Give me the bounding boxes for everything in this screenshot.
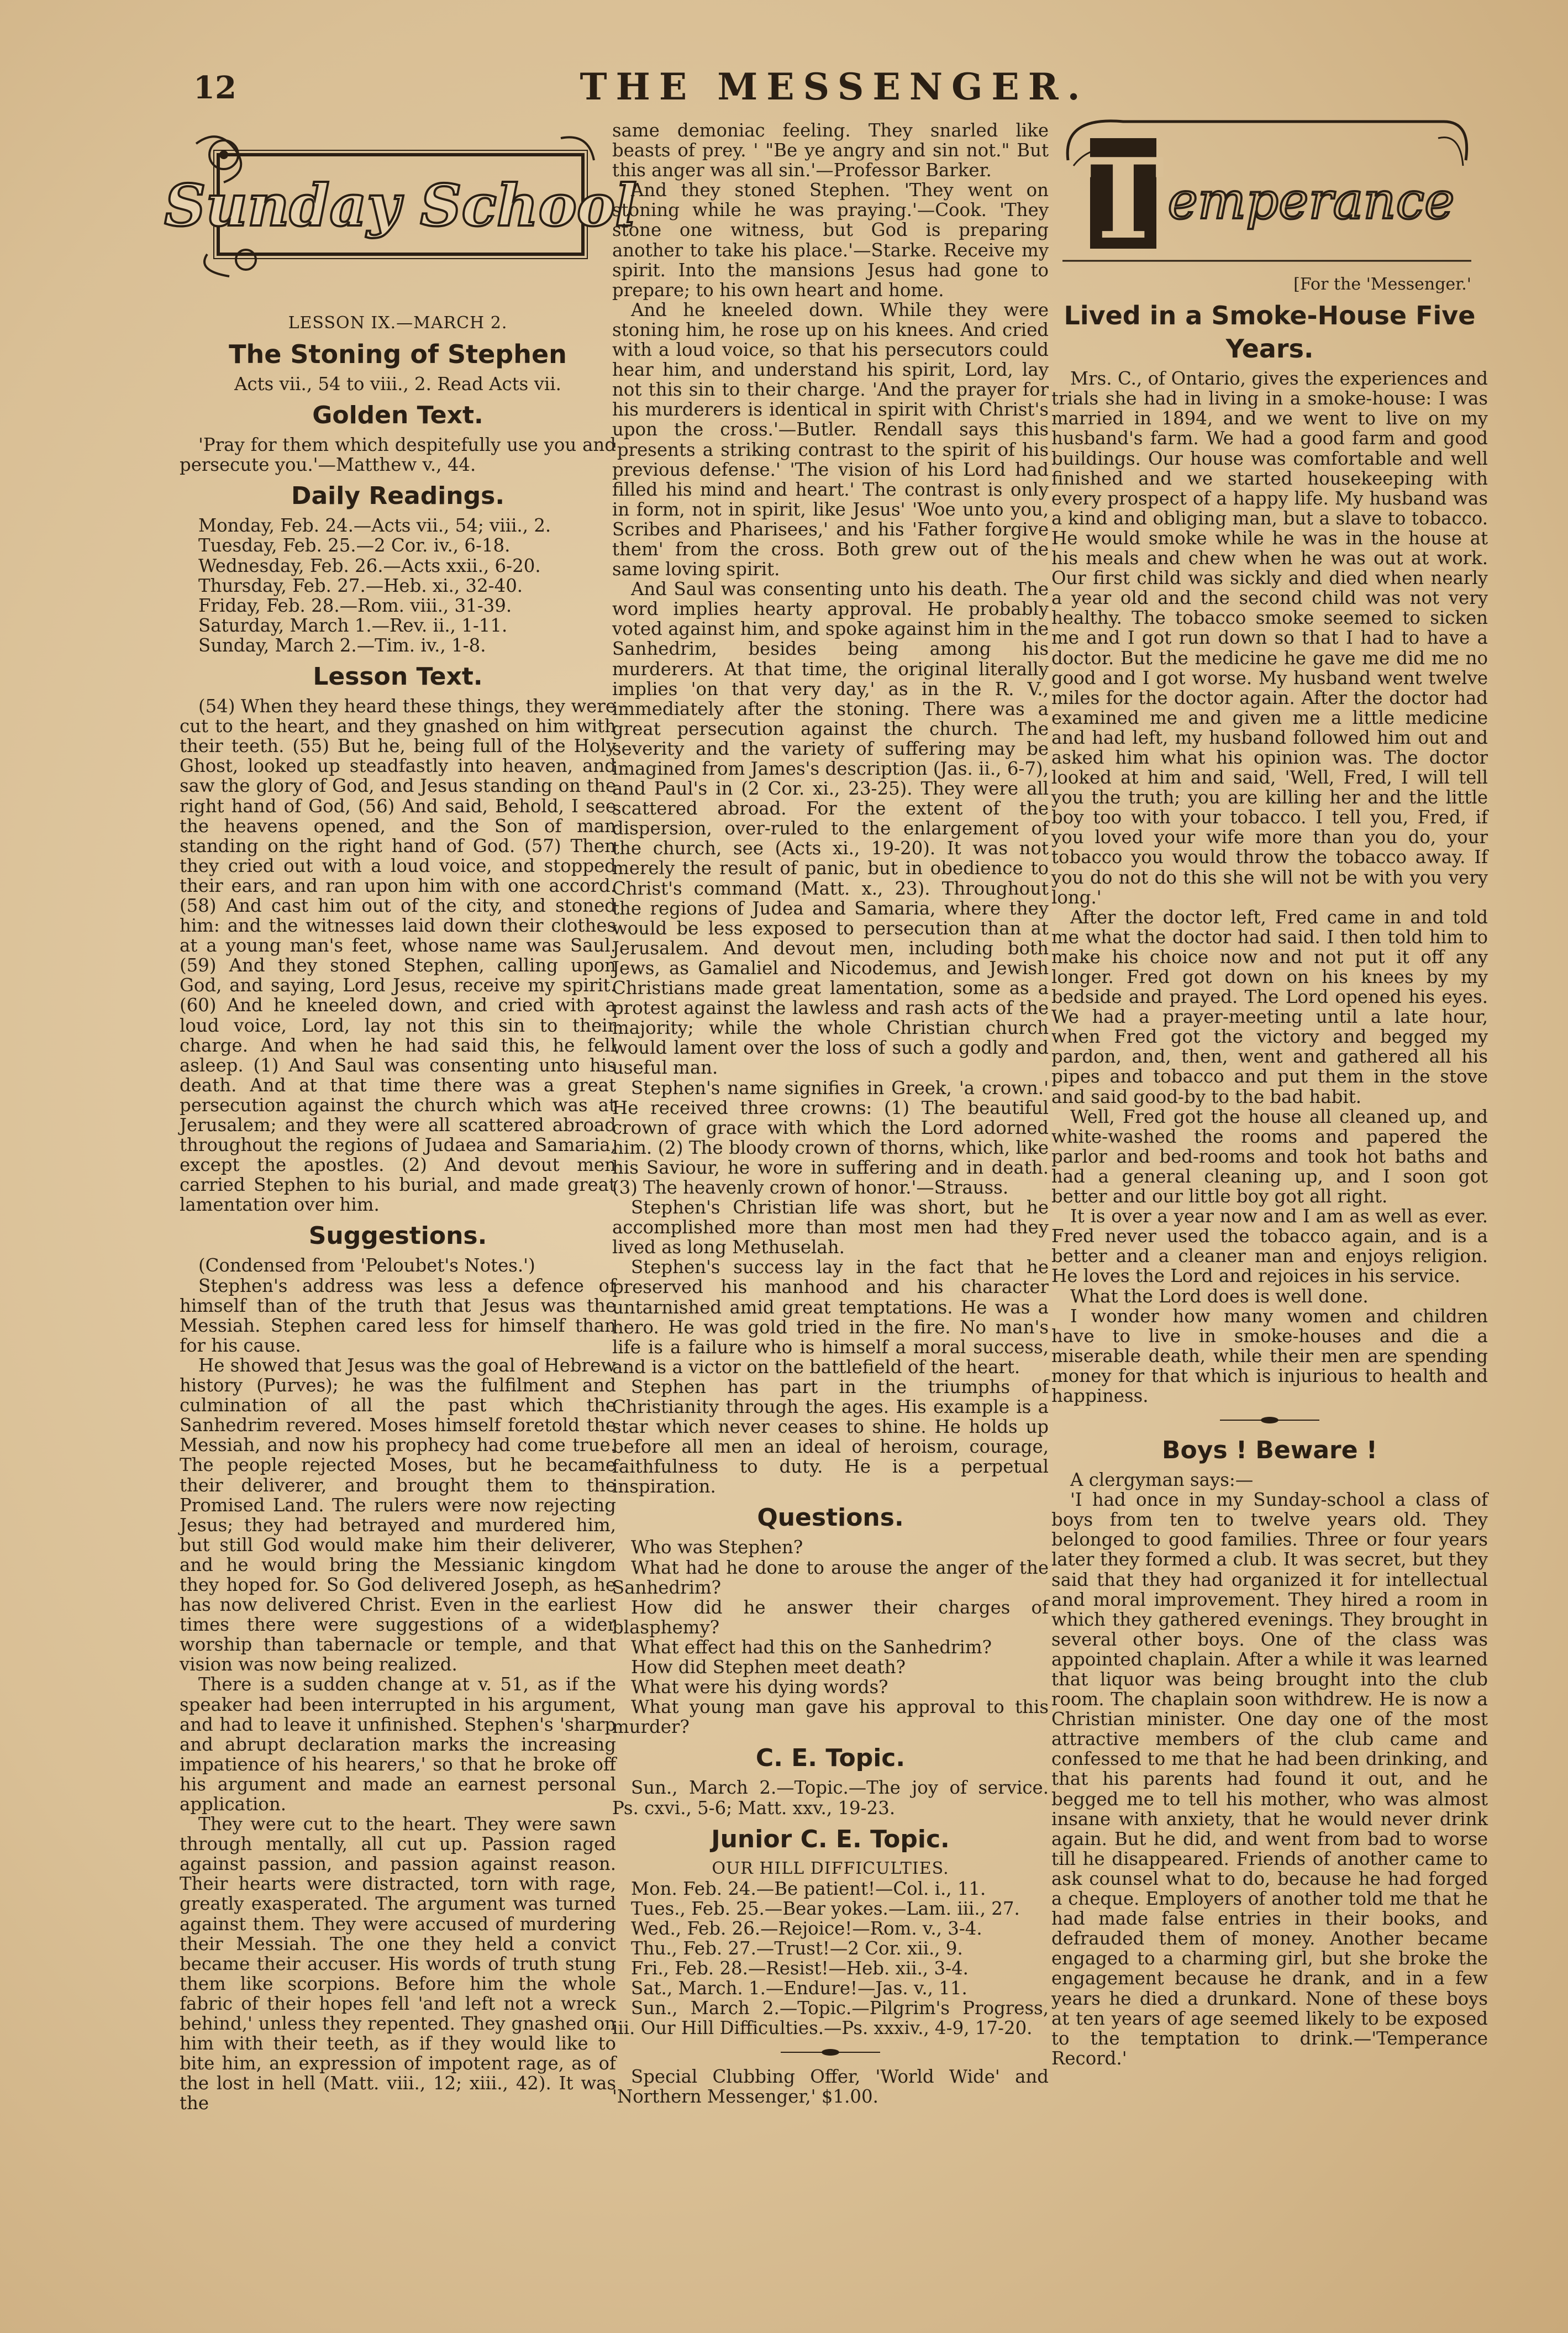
question-item: How did he answer their charges of blasphemy? [612,1596,1049,1638]
junior-ce-item: Mon. Feb. 24.—Be patient!—Col. i., 11. [631,1878,986,1899]
question-item: What effect had this on the Sanhedrim? [631,1636,992,1658]
story-paragraph: What the Lord does is well done. [1070,1285,1369,1307]
junior-ce-heading: Junior C. E. Topic. [711,1825,950,1853]
story-paragraph: After the doctor left, Fred came in and told me what the doctor had said. I then told him to make his choice now and not put it off any longer. Fred got down on his knees by my bedside and prayed. The Lord opened his eyes. We had a prayer-meeting until a late hour, when Fred got the victory and begged my pardon, and, then, went and gathered all his pipes and tobacco and put them in the stove and said good-by to the bad habit. [1051,906,1488,1107]
reading-item: Friday, Feb. 28.—Rom. viii., 31-39. [198,595,512,616]
story-paragraph: I wonder how many women and children have to live in smoke-houses and die a miserable death, while their men are spending money for that which is injurious to health and happiness. [1051,1305,1488,1406]
svg-text:T: T [1082,134,1165,264]
ornament-divider [775,2046,886,2059]
sunday-school-banner [164,122,637,287]
text-paragraph: Stephen has part in the triumphs of Christianity through the ages. His example is a star which never ceases to shine. He holds up before all men an ideal of heroism, courage, faithfulness to duty. He is a perpetual inspiration. [612,1376,1049,1497]
lesson-reference: Acts vii., 54 to viii., 2. Read Acts vii. [234,374,561,395]
lesson-title: The Stoning of Stephen [229,339,567,370]
text-paragraph: And they stoned Stephen. 'They went on stoning while he was praying.'—Cook. 'They stone one witness, but God is preparing another to take his place.'—Starke. Receive my spirit. Into the mansions Jesus had gone to prepare; to his own heart and home. [612,180,1049,301]
suggestion-paragraph: They were cut to the heart. They were sawn through mentally, all cut up. Passion raged against passion, and passion against reason. Their hearts were distracted, torn with rage, greatly exasperated. The argument was turned against them. They were accused of murdering their Messiah. The one they held a convict became their accuser. His words of truth stung them like scorpions. Before him the whole fabric of their hopes fell 'and left not a wreck behind,' unless they repented. They gnashed on him with their teeth, as if they would like to bite him, an expression of impotent rage, as of the lost in hell (Matt. viii., 12; xiii., 42). It was the [180,1814,616,2114]
column-sunday-school-continued [612,120,1049,2107]
reading-item: Saturday, March 1.—Rev. ii., 1-11. [198,614,508,636]
lesson-number: LESSON IX.—MARCH 2. [288,313,508,333]
text-paragraph: Stephen's name signifies in Greek, 'a crown.' He received three crowns: (1) The beautiful crown of grace with which the Lord adorned him. (2) The bloody crown of thorns, which, like his Saviour, he wore in suffering and in death. (3) The heavenly crown of honor.'—Strauss. [612,1077,1049,1198]
ce-topic-text: Sun., March 2.—Topic.—The joy of service. Ps. cxvi., 5-6; Matt. xxv., 19-23. [612,1777,1049,1819]
question-item: What were his dying words? [631,1677,888,1698]
junior-ce-item: Tues., Feb. 25.—Bear yokes.—Lam. iii., 27. [631,1898,1020,1919]
svg-text:Sunday School: Sunday School [164,171,637,239]
lesson-text-heading: Lesson Text. [313,663,483,691]
text-paragraph: same demoniac feeling. They snarled like beasts of prey. ' "Be ye angry and sin not." But this anger was all sin.'—Professor Barker. [612,120,1049,181]
golden-text: 'Pray for them which despitefully use you and persecute you.'—Matthew v., 44. [180,434,616,476]
junior-ce-item: Fri., Feb. 28.—Resist!—Heb. xii., 3-4. [631,1957,969,1979]
suggestion-paragraph: He showed that Jesus was the goal of Hebrew history (Purves); he was the fulfilment and culmination of all the past which the Sanhedrim revered. Moses himself foretold the Messiah, and now his prophecy had come true. The people rejected Moses, but he became their deliverer, and brought them to the Promised Land. The rulers were now rejecting Jesus; they had betrayed and murdered him, but still God would make him their deliverer, and he would bring the Messianic kingdom they hoped for. So God delivered Joseph, as he has now delivered Christ. Even in the earliest times there were suggestions of a wider worship than tabernacle or temple, and that vision was now being realized. [180,1354,616,1675]
questions-heading: Questions. [757,1504,904,1532]
junior-ce-item: Thu., Feb. 27.—Trust!—2 Cor. xii., 9. [631,1937,963,1959]
reading-item: Wednesday, Feb. 26.—Acts xxii., 6-20. [198,555,541,576]
question-item: What young man gave his approval to this murder? [612,1696,1049,1738]
ornament-divider [1214,1414,1325,1427]
text-paragraph: Stephen's Christian life was short, but he accomplished more than most men had they lived as long Methuselah. [612,1197,1049,1258]
junior-ce-item: Sat., March. 1.—Endure!—Jas. v., 11. [631,1978,967,1999]
reading-item: Thursday, Feb. 27.—Heb. xi., 32-40. [198,575,523,596]
boys-beware-heading: Boys ! Beware ! [1162,1436,1377,1465]
boys-paragraph: A clergyman says:— [1070,1469,1254,1491]
junior-ce-item: Sun., March 2.—Topic.—Pilgrim's Progress, iii. Our Hill Difficulties.—Ps. xxxiv., 4-9, 17-20. [612,1998,1049,2039]
column-sunday-school [164,111,637,2114]
smoke-house-story-title: Lived in a Smoke-House Five Years. [1064,301,1476,364]
reading-item: Tuesday, Feb. 25.—2 Cor. iv., 6-18. [198,535,511,556]
temperance-banner [1057,99,1477,265]
story-paragraph: Well, Fred got the house all cleaned up, and white-washed the rooms and papered the parlor and bed-rooms and took hot baths and had a general cleaning up, and I soon got better and our little boy got all right. [1051,1106,1488,1207]
suggestions-heading: Suggestions. [308,1222,487,1250]
question-item: Who was Stephen? [631,1537,803,1558]
reading-item: Sunday, March 2.—Tim. iv., 1-8. [198,634,486,656]
boys-paragraph: 'I had once in my Sunday-school a class of boys from ten to twelve years old. They belonged to good families. Three or four years later they formed a club. It was secret, but they said that they had organized it for intellectual and moral improvement. They hired a room in which they gathered evenings. They brought in several other boys. One of the class was appointed chaplain. After a while it was learned that liquor was being brought into the club room. The chaplain soon withdrew. He is now a Christian minister. One day one of the most attractive members of the club came and confessed to me that he had been drinking, and that his parents had found it out, and he begged me to tell his mother, who was almost insane with anxiety, that he would never drink again. But he did, and went from bad to worse till he disappeared. Friends of another came to ask counsel what to do, because he had forged a cheque. Employers of another told me that he had made false entries in their books, and defrauded them of money. Another became engaged to a charming girl, but she broke the engagement because he drank, and in a few years he died a drunkard. None of these boys at ten years of age seemed likely to be exposed to the temptation to drink.—'Temperance Record.' [1051,1489,1488,2069]
suggestion-paragraph: Stephen's address was less a defence of himself than of the truth that Jesus was the Messiah. Stephen cared less for himself than for his cause. [180,1275,616,1356]
text-paragraph: Stephen's success lay in the fact that he preserved his manhood and his character untarnished amid great temptations. He was a hero. He was gold tried in the fire. No man's life is a failure who is himself a moral success, and is a victor on the battlefield of the heart. [612,1257,1049,1378]
suggestions-source: (Condensed from 'Peloubet's Notes.') [198,1255,535,1276]
daily-readings-heading: Daily Readings. [291,482,505,511]
story-paragraph: It is over a year now and I am as well as ever. Fred never used the tobacco again, and is a better and a cleaner man and enjoys religion. He loves the Lord and rejoices in his service. [1051,1206,1488,1287]
clubbing-offer: Special Clubbing Offer, 'World Wide' and 'Northern Messenger,' $1.00. [612,2066,1049,2108]
junior-ce-item: Wed., Feb. 26.—Rejoice!—Rom. v., 3-4. [631,1917,982,1939]
reading-item: Monday, Feb. 24.—Acts vii., 54; viii., 2. [198,515,551,537]
text-paragraph: And Saul was consenting unto his death. The word implies hearty approval. He probably voted against him, and spoke against him in the Sanhedrim, besides being among his murderers. At that time, the original literally implies 'on that very day,' as in the R. V., immediately after the stoning. There was a great persecution against the church. The severity and the variety of suffering may be imagined from James's description (Jas. ii., 6-7), and Paul's in (2 Cor. xi., 23-25). They were all scattered abroad. For the extent of the dispersion, over-ruled to the enlargement of the church, see (Acts xi., 19-20). It was not merely the result of panic, but in obedience to Christ's command (Matt. x., 23). Throughout the regions of Judea and Samaria, where they would be less exposed to persecution than at Jerusalem. And devout men, including both Jews, as Gamaliel and Nicodemus, and Jewish Christians made great lamentation, some as a protest against the lawless and rash acts of the majority; while the whole Christian church would lament over the loss of such a godly and useful man. [612,579,1049,1079]
golden-text-heading: Golden Text. [312,401,483,430]
text-paragraph: And he kneeled down. While they were stoning him, he rose up on his knees. And cried with a loud voice, so that his persecutors could hear him, and understand his spirit, Lord, lay not this sin to their charge. 'And the prayer for his murderers is identical in spirit with Christ's upon the cross.'—Butler. Rendall says this 'presents a striking contrast to the spirit of his previous defense.' 'The vision of his Lord had filled his mind and heart.' The contrast is only in form, not in spirit, like Jesus' 'Woe unto you, Scribes and Pharisees,' and his 'Father forgive them' from the cross. Both grew out of the same loving spirit. [612,299,1049,580]
column-temperance [1051,111,1488,2068]
page-number: 12 [193,70,236,106]
masthead: THE MESSENGER. [580,65,1089,108]
lesson-text: (54) When they heard these things, they were cut to the heart, and they gnashed on him with their teeth. (55) But he, being full of the Holy Ghost, looked up steadfastly into heaven, and saw the glory of God, and Jesus standing on the right hand of God, (56) And said, Behold, I see the heavens opened, and the Son of man standing on the right hand of God. (57) Then they cried out with a loud voice, and stopped their ears, and ran upon him with one accord. (58) And cast him out of the city, and stoned him: and the witnesses laid down their clothes at a young man's feet, whose name was Saul. (59) And they stoned Stephen, calling upon God, and saying, Lord Jesus, receive my spirit. (60) And he kneeled down, and cried with a loud voice, Lord, lay not this sin to their charge. And when he had said this, he fell asleep. (1) And Saul was consenting unto his death. And at that time there was a great persecution against the church which was at Jerusalem; and they were all scattered abroad throughout the regions of Judaea and Samaria, except the apostles. (2) And devout men carried Stephen to his burial, and made great lamentation over him. [180,696,616,1216]
suggestion-paragraph: There is a sudden change at v. 51, as if the speaker had been interrupted in his argument, and had to leave it unfinished. Stephen's 'sharp and abrupt declaration marks the increasing impatience of his hearers,' so that he broke off his argument and made an earnest personal application. [180,1674,616,1815]
svg-text:emperance: emperance [1167,171,1455,230]
junior-ce-subheading: OUR HILL DIFFICULTIES. [712,1858,949,1878]
question-item: What had he done to arouse the anger of the Sanhedrim? [612,1557,1049,1598]
ce-topic-heading: C. E. Topic. [755,1744,906,1773]
story-paragraph: Mrs. C., of Ontario, gives the experiences and trials she had in living in a smoke-house: I was married in 1894, and we went to live on my husband's farm. We had a good farm and good buildings. Our house was comfortable and well finished and we started housekeeping with every prospect of a happy life. My husband was a kind and obliging man, but a slave to tobacco. He would smoke while he was in the house at his meals and chew when he was out at work. Our first child was sickly and died when nearly a year old and the second child was not very healthy. The tobacco smoke seemed to sicken me and I got run down so that I had to have a doctor. But the medicine he gave me did me no good and I got worse. My husband went twelve miles for the doctor again. After the doctor had examined me and given me a little medicine and had left, my husband followed him out and asked him what his opinion was. The doctor looked at him and said, 'Well, Fred, I will tell you the truth; you are killing her and the little boy too with your tobacco. I tell you, Fred, if you loved your wife more than you do, your tobacco you would throw the tobacco away. If you do not do this she will not be with you very long.' [1051,368,1488,908]
question-item: How did Stephen meet death? [631,1657,906,1678]
for-the-messenger-credit: [For the 'Messenger.' [1293,275,1471,295]
